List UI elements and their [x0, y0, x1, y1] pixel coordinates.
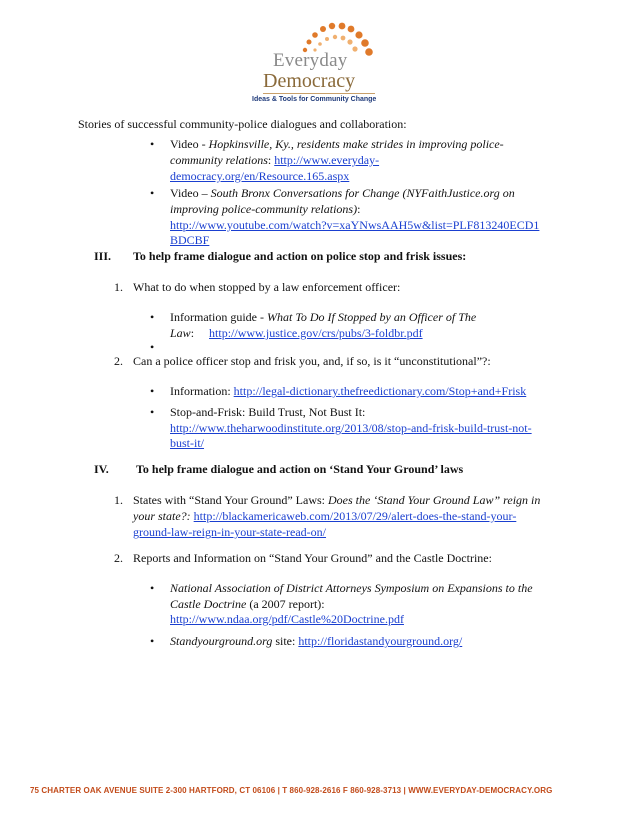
- information-prefix: Information:: [170, 384, 234, 398]
- section4-item1-line3: [133, 526, 326, 539]
- intro-text: Stories of successful community-police dialogues and collaboration:: [78, 117, 407, 131]
- floridastandyourground-link[interactable]: http://floridastandyourground.org/: [298, 634, 463, 648]
- ndaa-title-cont: Castle Doctrine: [170, 597, 247, 611]
- section3-item1-text: What to do when stopped by a law enforcement officer:: [133, 280, 401, 294]
- section4-item2-text: Reports and Information on “Stand Your Ground” and the Castle Doctrine:: [133, 551, 492, 565]
- section3-title: To help frame dialogue and action on police stop and frisk issues:: [133, 249, 467, 263]
- story1-line1: [170, 138, 504, 151]
- footer-address: 75 CHARTER OAK AVENUE SUITE 2-300 HARTFORD, CT 06106 | T 860-928-2616 F 860-928-3713 | WWW.EVERYDAY-DEMOCRACY.ORG: [30, 786, 553, 795]
- syg-site-name: Standyourground.org: [170, 634, 273, 648]
- story2-title-cont: improving police-community relations): [170, 202, 358, 216]
- story1-link[interactable]: http://www.everyday-: [274, 153, 380, 167]
- section3-numeral: III.: [94, 249, 112, 263]
- legal-dictionary-link[interactable]: http://legal-dictionary.thefreedictionary.com/Stop+and+Frisk: [233, 384, 527, 398]
- section4-item1-num: 1.: [114, 493, 123, 507]
- story2-title: South Bronx Conversations for Change (NYFaithJustice.org on: [210, 186, 515, 200]
- bullet-icon: •: [150, 634, 155, 648]
- section3-item2-b1: [170, 385, 526, 398]
- logo-tagline: Ideas & Tools for Community Change: [252, 96, 377, 103]
- section3-item1-b1-line2: Law: http://www.justice.gov/crs/pubs/3-foldbr.pdf: [170, 326, 423, 340]
- syg-site-suffix: site:: [272, 634, 299, 648]
- syg-states-prefix: States with “Stand Your Ground” Laws:: [133, 493, 328, 507]
- section4-item2-b1-line3: [170, 613, 404, 626]
- bullet-icon: •: [150, 405, 155, 419]
- story2-line4: [170, 234, 209, 247]
- section3-item2-text: Can a police officer stop and frisk you, and, if so, is it “unconstitutional”?:: [133, 354, 491, 368]
- section4-item2-b1-line2: [170, 598, 325, 611]
- story2-link[interactable]: http://www.youtube.com/watch?v=xaYNwsAAH5w&list=PLF813240ECD1: [170, 218, 540, 232]
- section4-item2-b1-line1: [170, 582, 533, 595]
- section4-item1-line1: [133, 494, 540, 507]
- harwood-link[interactable]: http://www.theharwoodinstitute.org/2013/08/stop-and-frisk-build-trust-not-: [170, 421, 532, 435]
- story1-prefix: Video -: [170, 137, 209, 151]
- story1-title-cont: community relations: [170, 153, 268, 167]
- logo-word-democracy: Democracy: [263, 70, 356, 92]
- story2-prefix: Video –: [170, 186, 211, 200]
- harwood-link-cont[interactable]: bust-it/: [170, 436, 205, 450]
- info-guide-title: What To Do If Stopped by an Officer of The: [266, 310, 477, 324]
- section3-item1-num: 1.: [114, 280, 123, 294]
- bullet-icon: •: [150, 384, 155, 398]
- syg-article-title: Does the ‘Stand Your Ground Law” reign in: [328, 493, 541, 507]
- story1-line2: community relations: http://www.everyday-: [170, 153, 380, 167]
- section3-item2-num: 2.: [114, 354, 123, 368]
- ndaa-suffix: (a 2007 report):: [246, 597, 325, 611]
- section3-item2-b2-line1: Stop-and-Frisk: Build Trust, Not Bust It:: [170, 405, 366, 419]
- bullet-icon: •: [150, 137, 155, 151]
- everyday-democracy-logo: [252, 20, 395, 108]
- section3-item1-b1-line1: [170, 311, 476, 324]
- logo-word-everyday: Everyday: [273, 50, 348, 71]
- section4-item1-line2: [133, 510, 516, 523]
- section4-item2-num: 2.: [114, 551, 123, 565]
- blackamericaweb-link[interactable]: http://blackamericaweb.com/2013/07/29/alert-does-the-stand-your-: [193, 509, 517, 523]
- story2-line2: improving police-community relations):: [170, 202, 361, 216]
- bullet-icon-empty: •: [150, 340, 155, 354]
- story2-line3: [170, 219, 539, 232]
- info-guide-prefix: Information guide -: [170, 310, 267, 324]
- section3-item2-b2-line2: [170, 422, 532, 435]
- story1-link-cont[interactable]: democracy.org/en/Resource.165.aspx: [170, 169, 350, 183]
- story2-line1: [170, 187, 515, 200]
- justice-gov-link[interactable]: http://www.justice.gov/crs/pubs/3-foldbr.pdf: [209, 326, 423, 340]
- syg-article-title-cont: your state?:: [133, 509, 191, 523]
- section4-numeral: IV.: [94, 462, 109, 476]
- ndaa-link[interactable]: http://www.ndaa.org/pdf/Castle%20Doctrine.pdf: [170, 612, 404, 626]
- bullet-icon: •: [150, 310, 155, 324]
- bullet-icon: •: [150, 186, 155, 200]
- section4-title: To help frame dialogue and action on ‘Stand Your Ground’ laws: [136, 462, 464, 476]
- info-guide-title-cont: Law: [170, 326, 191, 340]
- story2-link-cont[interactable]: BDCBF: [170, 233, 210, 247]
- bullet-icon: •: [150, 581, 155, 595]
- section4-item2-b2: [170, 635, 462, 648]
- logo-underline: [263, 93, 375, 94]
- blackamericaweb-link-cont[interactable]: ground-law-reign-in-your-state-read-on/: [133, 525, 327, 539]
- story1-line3: [170, 170, 349, 183]
- story1-title: Hopkinsville, Ky., residents make strides in improving police-: [208, 137, 504, 151]
- ndaa-title: National Association of District Attorneys Symposium on Expansions to the: [170, 581, 533, 595]
- section3-item2-b2-line3: [170, 437, 204, 450]
